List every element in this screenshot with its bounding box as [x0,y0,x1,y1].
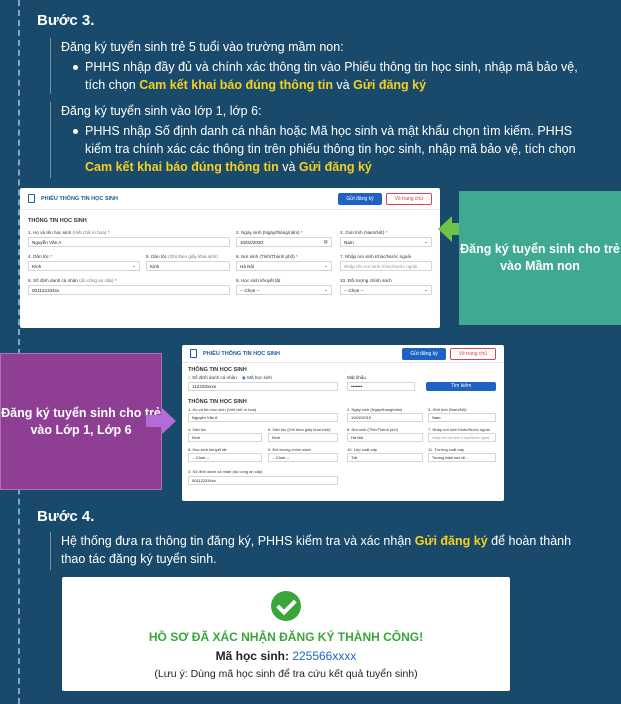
chevron-down-icon: ⌄ [424,239,428,244]
arrow-right-icon [142,404,178,438]
form1-section-title: THÔNG TIN HỌC SINH [28,218,87,224]
form2-grad-class-select[interactable]: Tất [347,453,423,462]
form2-dob-input[interactable]: 10/02/2019 [347,413,423,422]
form1-other-birthplace-input[interactable]: Nhập tên nơi sinh Khác/Nước ngoài [340,261,432,271]
form2-search-button[interactable]: Tìm kiếm [426,382,496,391]
form1-gender-select[interactable] [340,237,432,247]
form2-f8-label: 8. Học sinh khuyết tật [188,447,227,452]
step3-l1-bullet [73,122,590,176]
mn-bullet-text: PHHS nhập đầy đủ và chính xác thông tin vào Phiếu thông tin học sinh, nhập mã bảo vệ, tích chọn [85,60,578,92]
form2-f6-label: 6. Nơi sinh (Tỉnh/Thành phố) [347,427,399,432]
calendar-icon: ▦ [323,239,328,244]
form2-radio-group [188,375,272,381]
mn-send-highlight: Gửi đăng ký [353,78,427,92]
form1-id-input[interactable]: 001122334xx [28,285,230,295]
success-student-code [62,649,510,663]
mn-and-text: và [332,78,354,92]
form2-f12-label: 3. Số định danh cá nhân (do công an cấp) [188,469,263,474]
form2-name-input[interactable]: Nguyễn Văn A [188,413,338,422]
form1-policy-select[interactable] [340,285,432,295]
form1-f5-label [146,254,218,259]
form2-code-input[interactable]: 112233xxxx [188,382,338,391]
form2-send-button[interactable]: Gửi đăng ký [402,348,445,360]
form1-f1-label: 1. Họ và tên học sinh (Viết chữ in hoa) * [28,230,110,235]
form2-section-title: THÔNG TIN HỌC SINH [188,399,247,405]
disability-value: -- Chọn -- [240,287,260,293]
f1-hint: (Viết chữ in hoa) [72,230,107,235]
dashed-timeline [18,0,20,704]
success-title: HỒ SƠ ĐÃ XÁC NHẬN ĐĂNG KÝ THÀNH CÔNG! [148,630,424,644]
form2-password-input[interactable]: ••••••• [347,382,415,391]
document-icon [190,349,197,358]
f3-label-text: 3. Giới tính (Nam/Nữ) [340,230,385,235]
policy-value: -- Chọn -- [344,287,364,293]
form-mam-non [20,188,440,328]
form2-pw-label: Mật khẩu [347,375,366,380]
form2-ethnic-text-input[interactable]: Kinh [268,433,338,442]
form2-f5-label: 5. Dân tộc (Ghi theo giấy khai sinh) [268,427,331,432]
step4-title: Bước 4. [37,508,95,525]
form1-disability-select[interactable] [236,285,332,295]
form2-other-birthplace-input[interactable]: Nhập tên nơi sinh Khác/Nước ngoài [428,433,496,442]
l1-send-highlight: Gửi đăng ký [298,160,372,174]
step3-l1-intro: Đăng ký tuyển sinh vào lớp 1, lớp 6: [61,104,262,118]
step4-send-highlight: Gửi đăng ký [414,534,488,548]
form2-gender-select[interactable]: Nam [428,413,496,422]
chevron-down-icon: ⌄ [324,263,328,268]
f8-label-text: 8. Số định danh cá nhân [28,278,78,283]
form1-birthplace-select[interactable] [236,261,332,271]
f4-label-text: 4. Dân tộc [28,254,49,259]
form1-f3-label: 3. Giới tính (Nam/Nữ) * [340,230,388,235]
l1-and-text: và [278,160,299,174]
step3-title: Bước 3. [37,12,95,29]
form1-title: PHIẾU THÔNG TIN HỌC SINH [41,195,119,202]
step4-block [50,532,590,570]
form1-f7-label: 7. Nhập nơi sinh Khác/Nước ngoài [340,254,411,259]
step4-text-pre: Hệ thống đưa ra thông tin đăng ký, PHHS kiểm tra và xác nhận [61,534,415,548]
f5-hint: (Ghi theo giấy khai sinh) [168,254,218,259]
form2-grad-school-select[interactable]: Trường mầm non xã ... [428,453,496,462]
form1-ethnic-select[interactable] [28,261,140,271]
form2-birthplace-select[interactable]: Hà Nội [347,433,423,442]
form2-f1-label: 1. Họ và tên học sinh (Viết chữ in hoa) [188,407,257,412]
form2-f11-label: 11. Trường xuất cấp [428,447,464,452]
student-code-value: 225566xxxx [292,649,357,663]
form1-f10-label: 10. Đối tượng chính sách [340,278,392,283]
form2-f9-label: 9. Đối tượng chính sách [268,447,311,452]
gender-value: Nam [344,239,354,245]
success-note: (Lưu ý: Dùng mã học sinh để tra cứu kết quả tuyển sinh) [154,668,418,680]
form1-f4-label: 4. Dân tộc * [28,254,53,259]
form2-policy-select[interactable]: -- Chọn -- [268,453,338,462]
ethnic-value: Kinh [32,263,42,269]
f6-label-text: 6. Nơi sinh (Tỉnh/Thành phố) [236,254,295,259]
chevron-down-icon: ⌄ [324,287,328,292]
radio1-label: Số định danh cá nhân [192,375,237,380]
l1-commit-highlight: Cam kết khai báo đúng thông tin [85,160,279,174]
form2-f10-label: 10. Lớp xuất cấp [347,447,377,452]
form1-dob-input[interactable] [236,237,332,247]
f5-label-text: 5. Dân tộc [146,254,167,259]
form1-f9-label: 9. Học sinh khuyết tật [236,278,281,283]
form1-send-button[interactable]: Gửi đăng ký [338,193,381,205]
l1-bullet-text: PHHS nhập Số định danh cá nhân hoặc Mã học sinh và mật khẩu chọn tìm kiếm. PHHS kiểm tra chính xác các thông tin trên phiếu thông tin học sinh, nhập mã bảo vệ, tích chọn [85,124,576,156]
f1-label-text: 1. Họ và tên học sinh [28,230,72,235]
radio-student-code[interactable]: ◉ Mã học sinh [241,375,272,380]
f2-label-text: 2. Ngày sinh (Ngày/tháng/năm) [236,230,300,235]
form-lop1-lop6 [182,345,504,501]
document-icon [28,194,35,203]
form1-f8-label: 8. Số định danh cá nhân (do công an cấp) * [28,278,117,283]
form2-ethnic-select[interactable]: Kinh [188,433,262,442]
callout-lop1-lop6: Đăng ký tuyển sinh cho trẻ vào Lớp 1, Lớp 6 [0,353,162,490]
radio-id[interactable]: ○ Số định danh cá nhân [188,375,237,380]
chevron-down-icon: ⌄ [424,287,428,292]
step3-l1-block [50,102,590,178]
step4-text-post: để hoàn thành thao tác đăng ký tuyển sinh. [61,534,572,566]
callout-mam-non: Đăng ký tuyển sinh cho trẻ vào Mầm non [459,191,621,325]
step3-mn-intro: Đăng ký tuyển sinh trẻ 5 tuổi vào trường mầm non: [61,40,344,54]
form1-header [20,188,440,210]
form2-f7-label: 7. Nhập nơi sinh Khác/Nước ngoài [428,427,490,432]
step3-mn-bullet [73,58,590,94]
form2-id-input[interactable]: 001122334xx [188,476,338,485]
step3-mn-block [50,38,590,94]
success-card [62,577,510,691]
birthplace-value: Hà Nội [240,263,255,269]
chevron-down-icon: ⌄ [132,263,136,268]
mn-commit-highlight: Cam kết khai báo đúng thông tin [139,78,333,92]
form1-f6-label: 6. Nơi sinh (Tỉnh/Thành phố) * [236,254,298,259]
radio2-label: Mã học sinh [247,375,272,380]
form2-title: PHIẾU THÔNG TIN HỌC SINH [203,350,281,357]
form1-home-button[interactable]: Về trang chủ [386,193,432,205]
form1-f2-label: 2. Ngày sinh (Ngày/tháng/năm) * [236,230,303,235]
form2-disability-select[interactable]: -- Chọn -- [188,453,262,462]
form2-home-button[interactable]: Về trang chủ [450,348,496,360]
dob-value: 10/02/2020 [240,239,263,245]
f8-hint: (do công an cấp) [79,278,114,283]
form1-ethnic-text-input[interactable]: Kinh [146,261,230,271]
student-code-label: Mã học sinh: [215,649,293,663]
form2-section-top: THÔNG TIN HỌC SINH [188,367,247,373]
form2-header [182,345,504,363]
step4-text [61,532,590,568]
form2-f2-label: 2. Ngày sinh (Ngày/tháng/năm) [347,407,403,412]
check-circle-icon [271,591,301,621]
form2-f4-label: 4. Dân tộc [188,427,207,432]
form1-name-input[interactable]: Nguyễn Văn A [28,237,230,247]
form2-f3-label: 3. Giới tính (Nam/Nữ) [428,407,467,412]
